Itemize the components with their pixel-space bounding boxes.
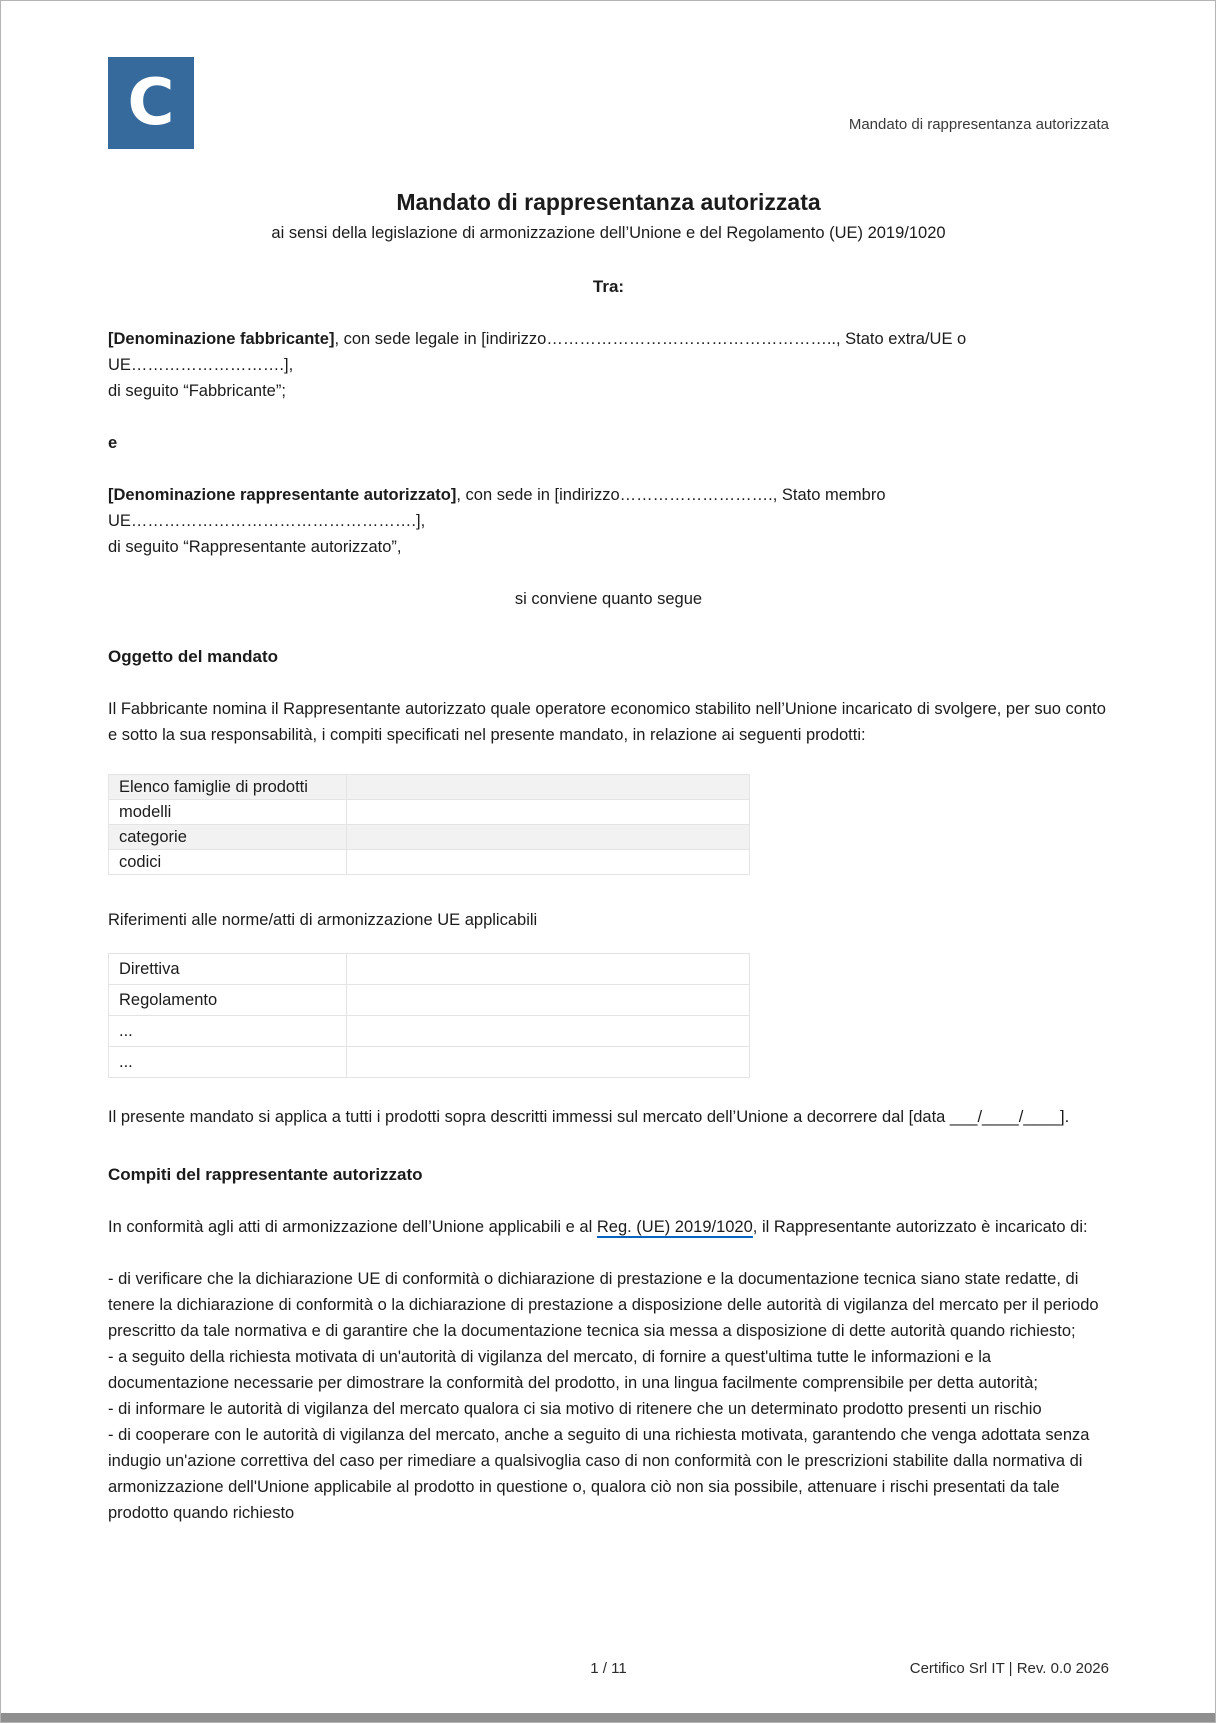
products-row-label: modelli [109, 800, 347, 825]
norms-row-value [347, 1047, 750, 1078]
page-footer [108, 1660, 1109, 1680]
party1-name: [Denominazione fabbricante] [108, 330, 335, 348]
document-title: Mandato di rappresentanza autorizzata [396, 189, 821, 215]
tra-label: Tra: [592, 277, 625, 296]
applies-paragraph: Il presente mandato si applica a tutti i prodotti sopra descritti immessi sul mercato dell’Unione a decorrere dal [data ___/____/____]. [108, 1108, 1070, 1126]
table-row [109, 1016, 750, 1047]
logo-letter-c: C [127, 66, 175, 140]
products-row-label: codici [109, 850, 347, 875]
table-row [109, 800, 750, 825]
products-row-label: categorie [109, 825, 347, 850]
oggetto-intro: Il Fabbricante nomina il Rappresentante autorizzato quale operatore economico stabilito nell’Unione incaricato di svolgere, per suo conto e sotto la sua responsabilità, i compiti specificati nel presente mandato, in relazione ai seguenti prodotti: [108, 700, 1106, 744]
norms-row-label: ... [109, 1016, 347, 1047]
and-connector: e [108, 434, 118, 452]
products-table [108, 774, 750, 875]
products-row-value [347, 850, 750, 875]
regulation-link[interactable]: Reg. (UE) 2019/1020 [596, 1218, 753, 1236]
party1-line2: di seguito “Fabbricante”; [108, 382, 286, 400]
page-content [1, 1, 1215, 1526]
norms-row-value [347, 954, 750, 985]
products-row-value [347, 775, 750, 800]
norms-row-label: ... [109, 1047, 347, 1078]
norms-table [108, 953, 750, 1078]
products-row-value [347, 825, 750, 850]
compiti-intro [108, 1214, 1109, 1240]
compiti-intro-pre: In conformità agli atti di armonizzazione dell’Unione applicabili e al [108, 1218, 597, 1236]
list-item: - di verificare che la dichiarazione UE di conformità o dichiarazione di prestazione e la documentazione tecnica siano state redatte, di tenere la dichiarazione di conformità o la dichiarazione di prestazione a disposizione delle autorità di vigilanza del mercato per il periodo prescritto da tale normativa e di garantire che la documentazione tecnica sia messa a disposizione di dette autorità quando richiesto; [108, 1270, 1099, 1340]
party1-rest: , con sede legale in [indirizzo…………………………………………….., Stato extra/UE o UE……………………….], [108, 330, 967, 374]
table-row [109, 954, 750, 985]
table-row [109, 775, 750, 800]
document-subtitle: ai sensi della legislazione di armonizzazione dell’Unione e del Regolamento (UE) 2019/1020 [271, 224, 946, 242]
tasks-list [108, 1266, 1109, 1526]
norms-row-label: Direttiva [109, 954, 347, 985]
table-row [109, 850, 750, 875]
party1-paragraph [108, 326, 1109, 404]
section-heading-oggetto: Oggetto del mandato [108, 647, 278, 666]
section-heading-compiti: Compiti del rappresentante autorizzato [108, 1165, 423, 1184]
norms-row-value [347, 1016, 750, 1047]
document-header [108, 57, 1109, 149]
party2-line2: di seguito “Rappresentante autorizzato”, [108, 538, 402, 556]
table-row [109, 1047, 750, 1078]
page-bottom-bar [1, 1713, 1215, 1722]
page-number: 1 / 11 [590, 1660, 627, 1677]
convene-line: si conviene quanto segue [514, 590, 703, 608]
certifico-logo [108, 57, 194, 149]
table-row [109, 825, 750, 850]
party2-name: [Denominazione rappresentante autorizzato] [108, 486, 457, 504]
party2-paragraph [108, 482, 1109, 560]
footer-revision-text: Certifico Srl IT | Rev. 0.0 2026 [909, 1660, 1109, 1677]
list-item: - di cooperare con le autorità di vigilanza del mercato, anche a seguito di una richiesta motivata, garantendo che venga adottata senza indugio un'azione correttiva del caso per rimediare a qualsivoglia caso di non conformità con le prescrizioni stabilite dalla normativa di armonizzazione dell'Unione applicabile al prodotto in questione o, qualora ciò non sia possibile, attenuare i rischi presentati da tale prodotto quando richiesto [108, 1426, 1090, 1522]
norms-row-value [347, 985, 750, 1016]
list-item: - a seguito della richiesta motivata di un'autorità di vigilanza del mercato, di fornire a quest'ultima tutte le informazioni e la documentazione necessarie per dimostrare la conformità del prodotto, in una lingua facilmente comprensibile per detta autorità; [108, 1348, 1039, 1392]
party2-rest: , con sede in [indirizzo………………………., Stato membro UE…………………………………………….], [108, 486, 886, 530]
products-row-label: Elenco famiglie di prodotti [109, 775, 347, 800]
list-item: - di informare le autorità di vigilanza del mercato qualora ci sia motivo di ritenere che un determinato prodotto presenti un rischio [108, 1400, 1042, 1418]
compiti-intro-post: , il Rappresentante autorizzato è incaricato di: [752, 1218, 1088, 1236]
refs-label: Riferimenti alle norme/atti di armonizzazione UE applicabili [108, 911, 538, 929]
table-row [109, 985, 750, 1016]
header-running-title: Mandato di rappresentanza autorizzata [848, 116, 1109, 133]
norms-row-label: Regolamento [109, 985, 347, 1016]
products-row-value [347, 800, 750, 825]
